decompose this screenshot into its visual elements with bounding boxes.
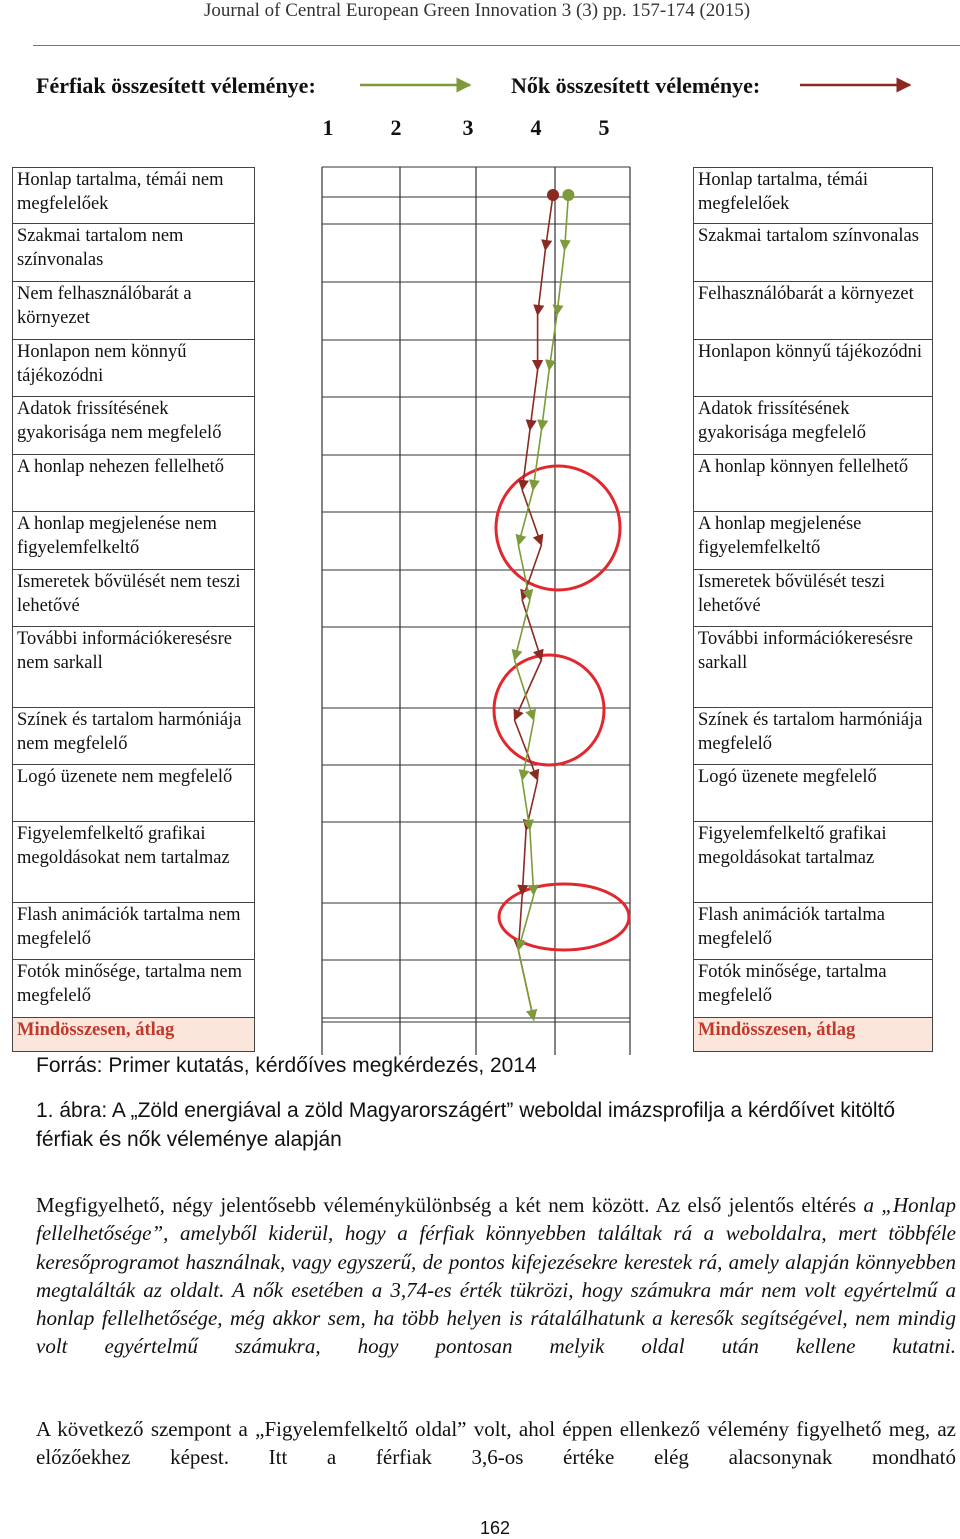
right-label-7: A honlap megjelenése figyelemfelkeltő: [693, 512, 933, 570]
right-label-3: Felhasználóbarát a környezet: [693, 282, 933, 340]
left-label-8: Ismeretek bővülését nem teszi lehetővé: [12, 570, 255, 627]
scale-number-2: 2: [390, 115, 402, 140]
right-label-11: Logó üzenete megfelelő: [693, 765, 933, 822]
women-segment-12: [530, 830, 534, 895]
men-segment-10: [515, 720, 538, 780]
paragraph-1-run-3: a „Honlap fellelhetősége”, amelyből kiderül, hogy a férfiak könnyebben találtak rá a weboldalra, mert többféle keresőprogramot használnak, vagy egyszerű, de pontos kifejezésekre kerestek rá, amely alapján könnyebben megtalálták az oldalt. A nők esetében a 3,74-es érték tükrözi, hogy számukra már nem volt egyértelmű a honlap fellelhetősége, még akkor sem, ha több helyen is rátalálhatunk a keresők segítségével, nem mindig volt egyértelmű számukra, hogy pontosan melyik oldal után kellene kutatni.: [36, 1193, 956, 1359]
scale-number-4: 4: [530, 115, 542, 140]
scale-number-3: 3: [462, 115, 474, 140]
body-paragraph-1: [36, 1191, 956, 1361]
men-segment-9: [515, 660, 542, 720]
women-segment-9: [515, 660, 534, 720]
right-label-12: Figyelemfelkeltő grafikai megoldásokat tartalmaz: [693, 822, 933, 903]
left-label-14: Fotók minősége, tartalma nem megfelelő: [12, 960, 255, 1018]
right-label-2: Szakmai tartalom színvonalas: [693, 224, 933, 282]
legend-men-label: Férfiak összesített véleménye:: [36, 73, 316, 98]
left-label-5: Adatok frissítésének gyakorisága nem megfelelő: [12, 397, 255, 455]
left-label-9: További információkeresésre nem sarkall: [12, 627, 255, 708]
journal-header: Journal of Central European Green Innovation 3 (3) pp. 157-174 (2015): [204, 0, 751, 21]
left-label-3: Nem felhasználóbarát a környezet: [12, 282, 255, 340]
right-label-4: Honlapon könnyű tájékozódni: [693, 340, 933, 397]
scale-number-5: 5: [598, 115, 610, 140]
highlight-circle-1: [496, 466, 620, 590]
left-label-10: Színek és tartalom harmóniája nem megfelelő: [12, 708, 255, 765]
women-segment-8: [515, 600, 530, 660]
left-label-15: Mindösszesen, átlag: [12, 1018, 255, 1052]
men-segment-5: [522, 430, 530, 490]
chart-series: [515, 189, 575, 1020]
right-label-14: Fotók minősége, tartalma megfelelő: [693, 960, 933, 1018]
men-segment-12: [522, 830, 526, 895]
highlight-circle-2: [494, 655, 604, 765]
right-label-13: Flash animációk tartalma megfelelő: [693, 903, 933, 960]
women-segment-5: [533, 430, 541, 490]
paragraph-1-run-1: Megfigyelhető, négy jelentősebb véleménykülönbség a két nem között. Az első jelentős: [36, 1193, 802, 1217]
paragraph-1-run-2: eltérés: [801, 1193, 864, 1217]
chart-grid: [322, 167, 630, 1055]
women-segment-7: [518, 545, 530, 600]
right-label-9: További információkeresésre sarkall: [693, 627, 933, 708]
scale-number-1: 1: [322, 115, 334, 140]
figure-source: Forrás: Primer kutatás, kérdőíves megkérdezés, 2014: [36, 1054, 537, 1077]
men-start-point: [547, 189, 559, 201]
men-segment-8: [522, 600, 541, 660]
men-segment-1: [545, 195, 553, 250]
page-number: 162: [479, 1518, 511, 1538]
women-segment-10: [522, 720, 534, 780]
women-start-point: [562, 189, 574, 201]
left-label-1: Honlap tartalma, témái nem megfelelőek: [12, 167, 255, 224]
right-label-6: A honlap könnyen fellelhető: [693, 455, 933, 512]
left-label-7: A honlap megjelenése nem figyelemfelkeltő: [12, 512, 255, 570]
left-label-6: A honlap nehezen fellelhető: [12, 455, 255, 512]
men-segment-4: [530, 370, 538, 430]
right-label-5: Adatok frissítésének gyakorisága megfelelő: [693, 397, 933, 455]
women-segment-4: [541, 370, 549, 430]
women-segment-1: [565, 195, 569, 250]
left-label-4: Honlapon nem könnyű tájékozódni: [12, 340, 255, 397]
men-segment-7: [522, 545, 541, 600]
left-label-13: Flash animációk tartalma nem megfelelő: [12, 903, 255, 960]
figure-caption: 1. ábra: A „Zöld energiával a zöld Magyarországért” weboldal imázsprofilja a kérdőívet kitöltő férfiak és nők véleménye alapján: [36, 1099, 896, 1151]
right-label-10: Színek és tartalom harmóniája megfelelő: [693, 708, 933, 765]
right-label-15: Mindösszesen, átlag: [693, 1018, 933, 1052]
left-label-12: Figyelemfelkeltő grafikai megoldásokat nem tartalmaz: [12, 822, 255, 903]
left-label-11: Logó üzenete nem megfelelő: [12, 765, 255, 822]
left-label-2: Szakmai tartalom nem színvonalas: [12, 224, 255, 282]
women-segment-3: [549, 315, 557, 370]
paragraph-2-text: A következő szempont a „Figyelemfelkeltő oldal” volt, ahol éppen ellenkező vélemény figyelhető meg, az előzőekhez képest. Itt a férfiak 3,6-os értéke elég alacsonynak mondható: [36, 1417, 956, 1470]
right-label-1: Honlap tartalma, témái megfelelőek: [693, 167, 933, 224]
right-label-8: Ismeretek bővülését teszi lehetővé: [693, 570, 933, 627]
legend-women-label: Nők összesített véleménye:: [511, 73, 761, 98]
body-paragraph-2: [36, 1415, 956, 1472]
